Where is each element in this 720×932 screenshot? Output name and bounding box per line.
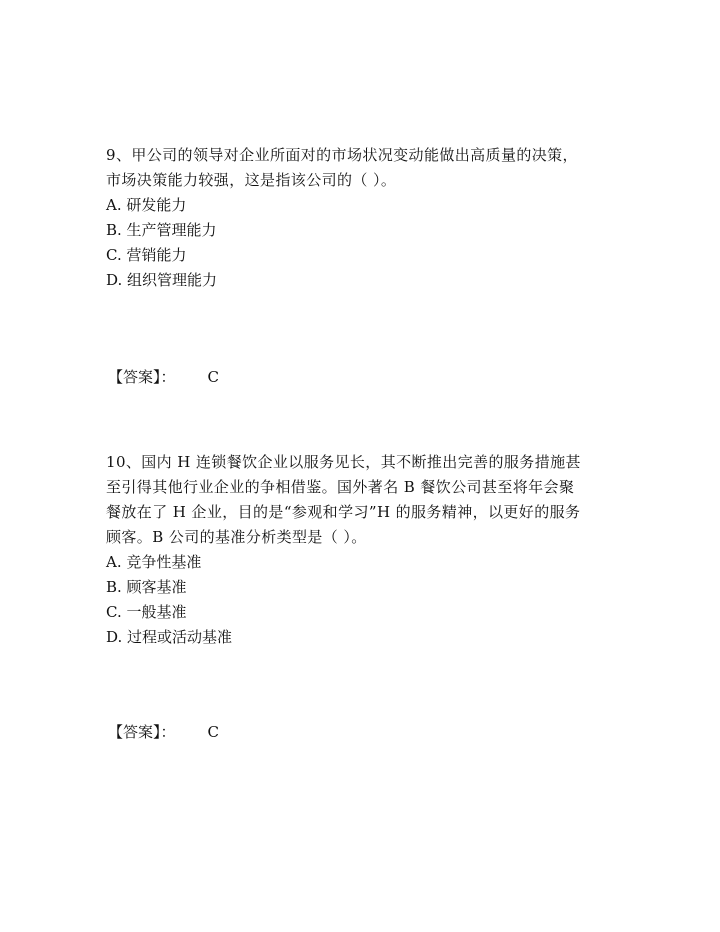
question-stem bbox=[106, 143, 626, 193]
question-10 bbox=[106, 450, 626, 650]
stem-line: 市场决策能力较强，这是指该公司的（ ）。 bbox=[106, 171, 397, 189]
stem-line: 至引得其他行业企业的争相借鉴。国外著名 B 餐饮公司甚至将年会聚 bbox=[106, 478, 575, 496]
option-b: B. 顾客基准 bbox=[106, 578, 187, 596]
stem-line: 10、国内 H 连锁餐饮企业以服务见长，其不断推出完善的服务措施甚 bbox=[106, 453, 581, 471]
option-list bbox=[106, 550, 626, 650]
answer-label: 【答案】： bbox=[108, 368, 176, 386]
stem-line: 9、甲公司的领导对企业所面对的市场状况变动能做出高质量的决策， bbox=[106, 146, 578, 164]
answer-10 bbox=[108, 720, 219, 745]
option-a: A. 研发能力 bbox=[106, 196, 187, 214]
answer-value: C bbox=[207, 368, 219, 386]
option-c: C. 一般基准 bbox=[106, 603, 187, 621]
question-9 bbox=[106, 143, 626, 293]
option-d: D. 组织管理能力 bbox=[106, 271, 218, 289]
answer-value: C bbox=[207, 723, 219, 741]
question-stem bbox=[106, 450, 626, 550]
option-list bbox=[106, 193, 626, 293]
option-b: B. 生产管理能力 bbox=[106, 221, 217, 239]
answer-9 bbox=[108, 365, 219, 390]
option-a: A. 竞争性基准 bbox=[106, 553, 202, 571]
stem-line: 顾客。B 公司的基准分析类型是（ ）。 bbox=[106, 528, 367, 546]
option-c: C. 营销能力 bbox=[106, 246, 187, 264]
option-d: D. 过程或活动基准 bbox=[106, 628, 233, 646]
answer-label: 【答案】： bbox=[108, 723, 176, 741]
stem-line: 餐放在了 H 企业，目的是“参观和学习”H 的服务精神，以更好的服务 bbox=[106, 503, 581, 521]
